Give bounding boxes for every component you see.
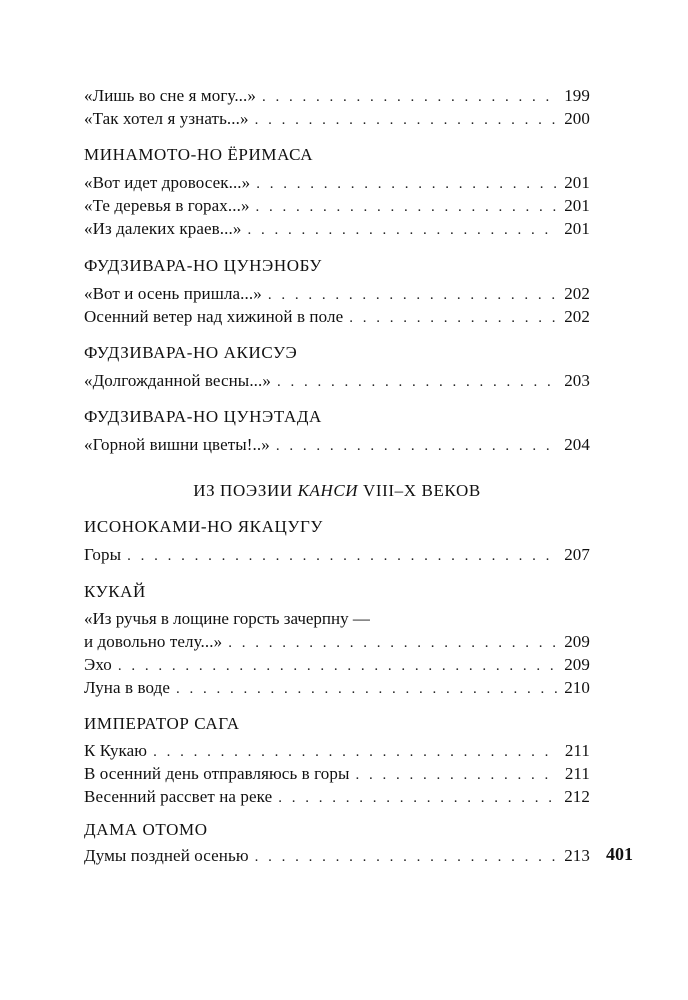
entry-title: Весенний рассвет на реке xyxy=(84,787,273,806)
dot-leader xyxy=(276,438,558,455)
entry-title: «Вот идет дровосек...» xyxy=(84,173,251,192)
entry-title: Луна в воде xyxy=(84,678,170,697)
toc-entry xyxy=(84,219,590,243)
entry-page: 199 xyxy=(564,86,590,105)
section-italic-word: КАНСИ xyxy=(297,481,359,500)
toc-entry xyxy=(84,632,590,656)
toc-entry xyxy=(84,787,590,811)
page-number: 401 xyxy=(606,844,633,864)
entry-title: «Те деревья в горах...» xyxy=(84,196,250,215)
author-heading: ФУДЗИВАРА-НО АКИСУЭ xyxy=(84,343,298,362)
dot-leader xyxy=(256,176,558,193)
entry-page: 211 xyxy=(564,741,590,760)
entry-title: «Долгожданной весны...» xyxy=(84,371,271,390)
toc-entry xyxy=(84,678,590,702)
dot-leader xyxy=(356,767,559,784)
author-heading: МИНАМОТО-НО ЁРИМАСА xyxy=(84,145,314,164)
entry-page: 212 xyxy=(564,787,590,806)
dot-leader xyxy=(118,658,558,675)
entry-title-line: «Из ручья в лощине горсть зачерпну — xyxy=(84,609,370,628)
dot-leader xyxy=(255,112,559,129)
dot-leader xyxy=(127,548,558,565)
toc-entry xyxy=(84,173,590,197)
dot-leader xyxy=(278,790,558,807)
entry-page: 202 xyxy=(564,307,590,326)
entry-page: 204 xyxy=(564,435,590,454)
toc-entry xyxy=(84,545,590,569)
toc-entry xyxy=(84,86,590,110)
entry-title: «Из далеких краев...» xyxy=(84,219,242,238)
section-heading xyxy=(84,481,590,507)
toc-entry xyxy=(84,846,590,870)
entry-page: 201 xyxy=(564,219,590,238)
toc-entry xyxy=(84,741,590,765)
entry-page: 211 xyxy=(564,764,590,783)
entry-page: 201 xyxy=(564,196,590,215)
toc-entry xyxy=(84,307,590,331)
dot-leader xyxy=(255,849,559,866)
dot-leader xyxy=(176,681,558,698)
section-suffix: VIII–X ВЕКОВ xyxy=(363,481,481,500)
entry-title: «Горной вишни цветы!..» xyxy=(84,435,270,454)
section-prefix: ИЗ ПОЭЗИИ xyxy=(193,481,293,500)
entry-title: и довольно телу...» xyxy=(84,632,223,651)
entry-page: 207 xyxy=(564,545,590,564)
dot-leader xyxy=(262,89,558,106)
entry-title: Думы поздней осенью xyxy=(84,846,249,865)
dot-leader xyxy=(228,635,558,652)
entry-page: 213 xyxy=(564,846,590,865)
author-heading: ИМПЕРАТОР САГА xyxy=(84,714,240,733)
entry-page: 200 xyxy=(564,109,590,128)
entry-title: К Кукаю xyxy=(84,741,148,760)
entry-page: 209 xyxy=(564,632,590,651)
entry-title: В осенний день отправляюсь в горы xyxy=(84,764,350,783)
dot-leader xyxy=(247,222,558,239)
dot-leader xyxy=(256,199,559,216)
entry-title: Горы xyxy=(84,545,122,564)
toc-entry xyxy=(84,284,590,308)
author-heading: ИСОНОКАМИ-НО ЯКАЦУГУ xyxy=(84,517,324,536)
entry-page: 203 xyxy=(564,371,590,390)
dot-leader xyxy=(268,287,558,304)
toc-entry xyxy=(84,764,590,788)
author-heading: ФУДЗИВАРА-НО ЦУНЭТАДА xyxy=(84,407,322,426)
entry-title: «Вот и осень пришла...» xyxy=(84,284,262,303)
entry-page: 202 xyxy=(564,284,590,303)
author-heading: ДАМА ОТОМО xyxy=(84,820,208,839)
entry-page: 209 xyxy=(564,655,590,674)
toc-entry xyxy=(84,435,590,459)
entry-title: Эхо xyxy=(84,655,112,674)
dot-leader xyxy=(153,744,559,761)
author-heading: КУКАЙ xyxy=(84,582,146,601)
dot-leader xyxy=(349,310,558,327)
entry-page: 210 xyxy=(564,678,590,697)
author-heading: ФУДЗИВАРА-НО ЦУНЭНОБУ xyxy=(84,256,322,275)
entry-title: «Лишь во сне я могу...» xyxy=(84,86,256,105)
toc-entry xyxy=(84,196,590,220)
entry-page: 201 xyxy=(564,173,590,192)
toc-entry xyxy=(84,109,590,133)
toc-entry xyxy=(84,655,590,679)
entry-title: Осенний ветер над хижиной в поле xyxy=(84,307,344,326)
dot-leader xyxy=(277,374,558,391)
entry-title: «Так хотел я узнать...» xyxy=(84,109,249,128)
toc-entry xyxy=(84,371,590,395)
